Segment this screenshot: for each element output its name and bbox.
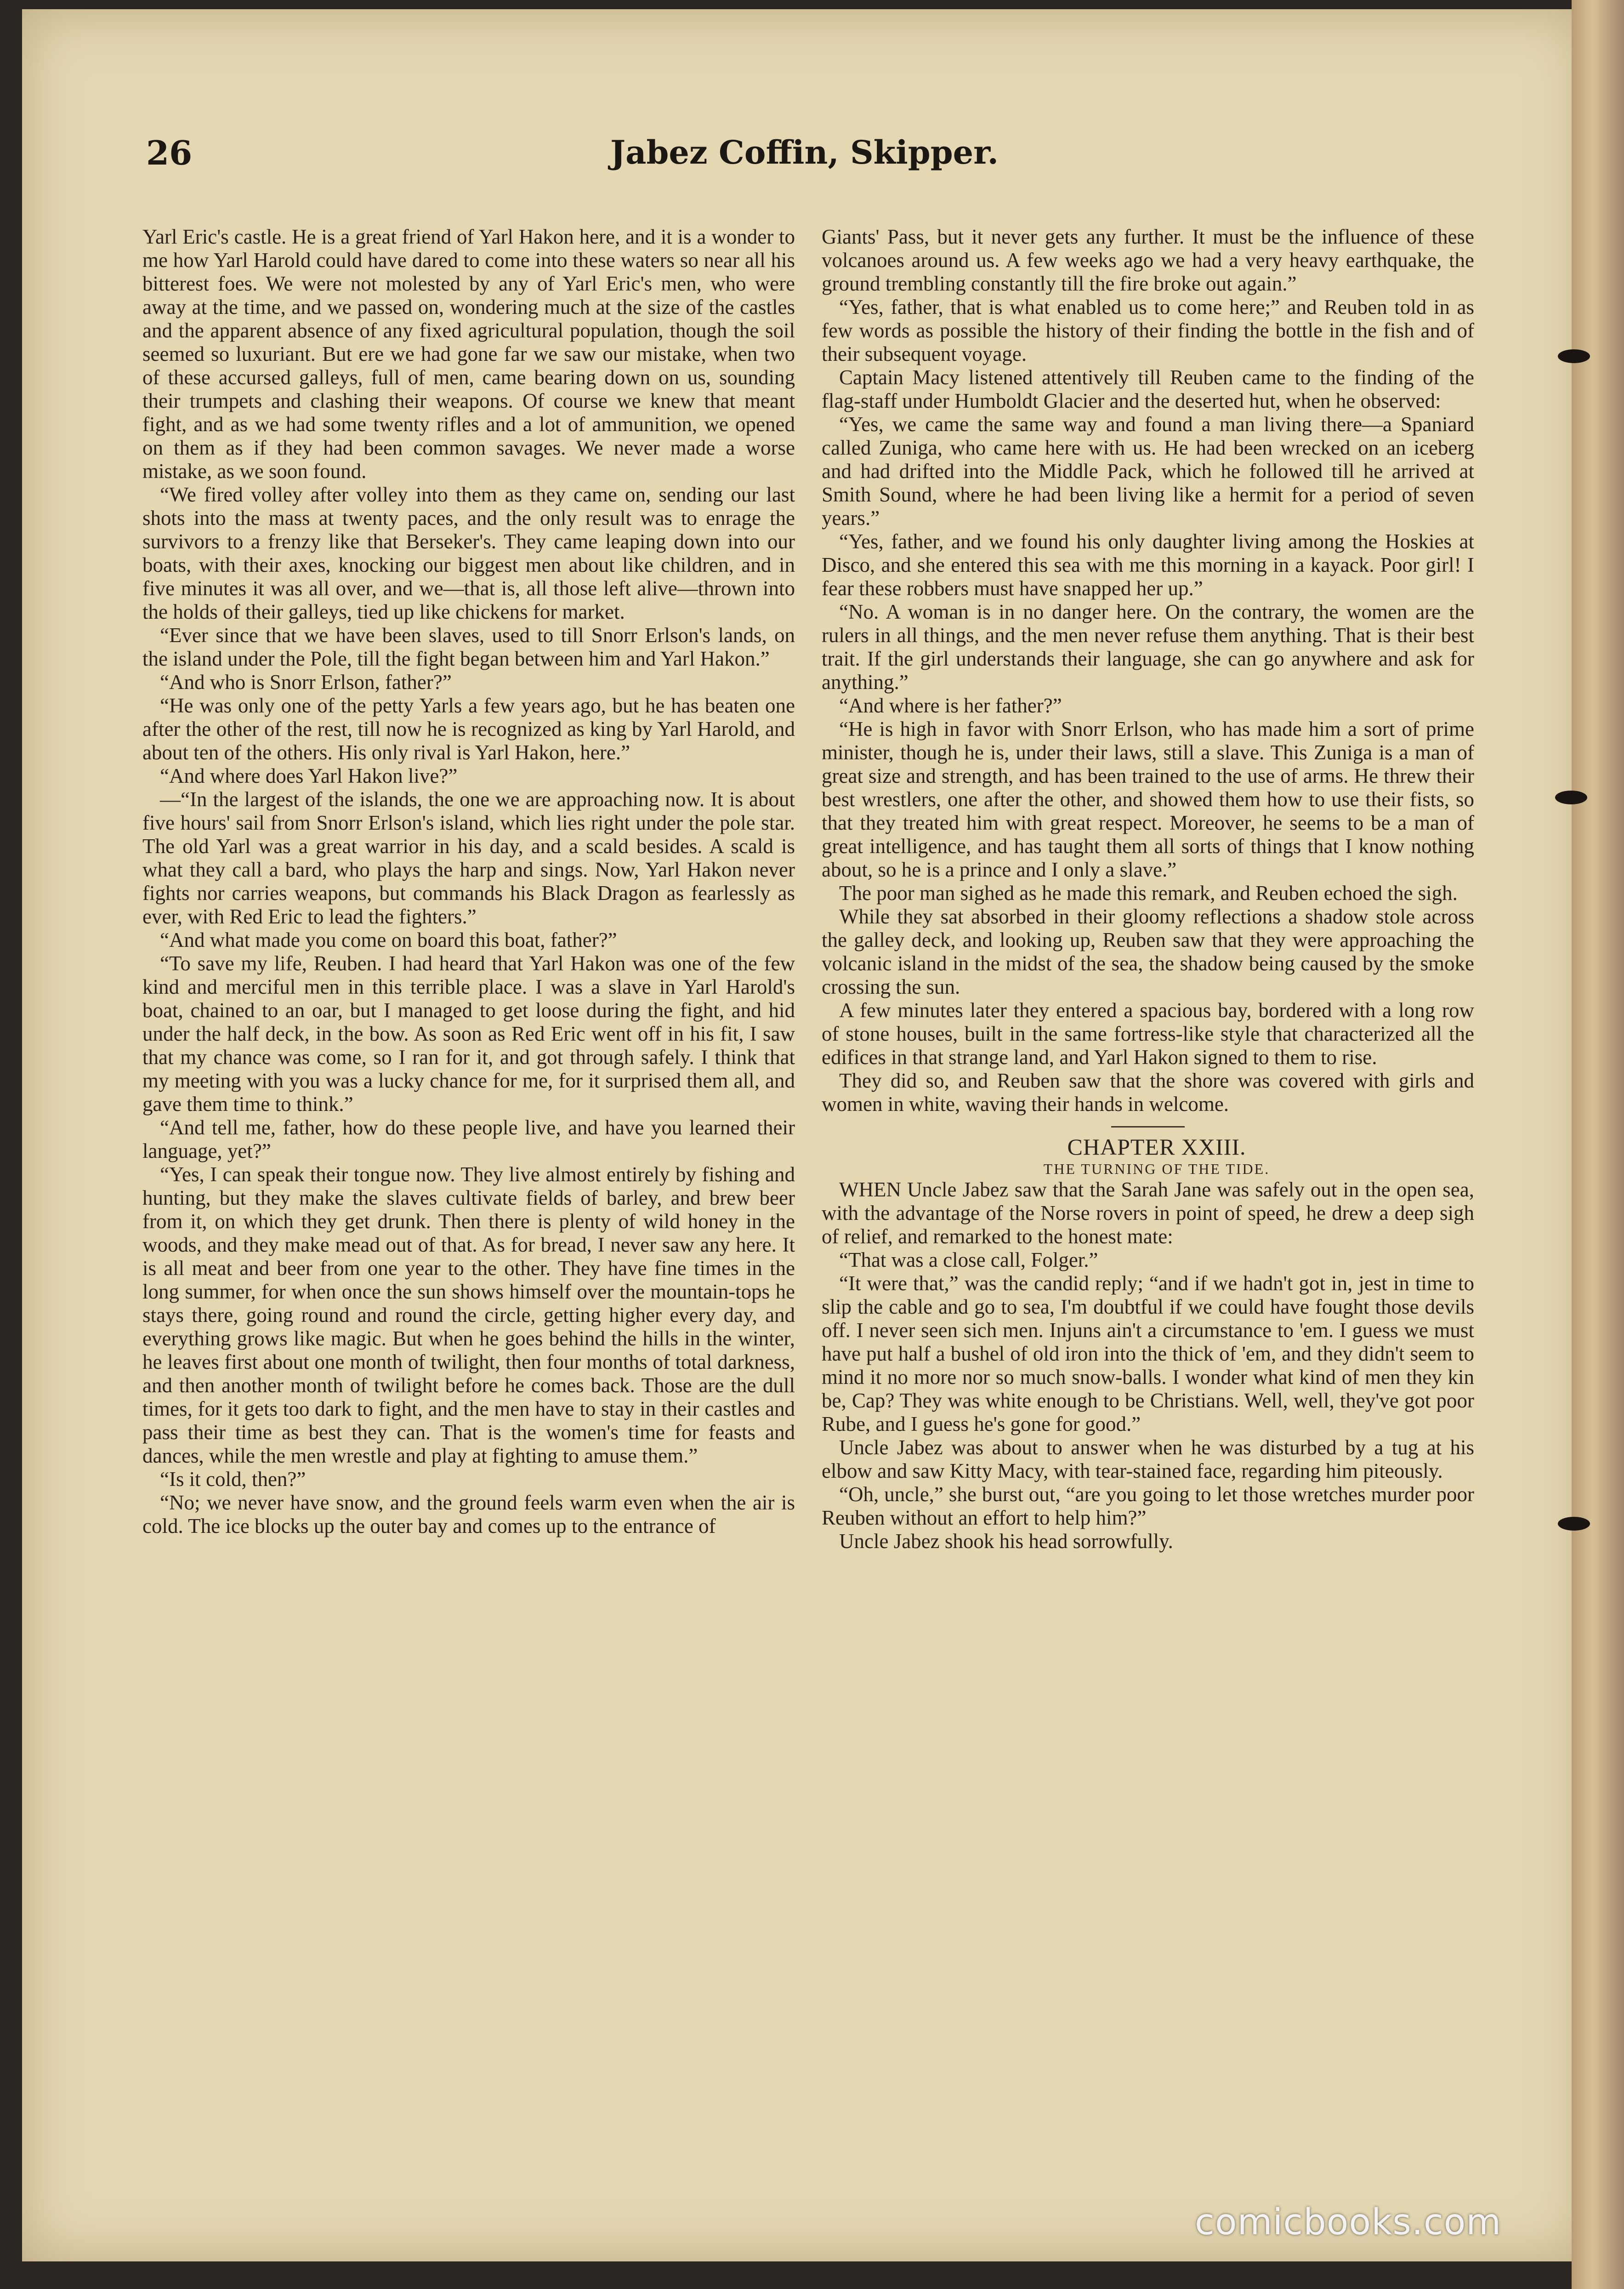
paragraph: “To save my life, Reuben. I had heard that Yarl Hakon was one of the few kind and merciful men in this terrible place. I was a slave in Yarl Harold's boat, chained to an oar, but I managed to get loose during the fight, and hid under the half deck, in the bow. As soon as Red Eric went off in his fit, I saw that my chance was come, so I ran for it, and got through safely. I think that my meeting with you was a lucky chance for me, for it surprised them all, and gave them time to think.” — [142, 952, 795, 1116]
paragraph: They did so, and Reuben saw that the shore was covered with girls and women in white, waving their hands in welcome. — [822, 1069, 1474, 1116]
paragraph: A few minutes later they entered a spacious bay, bordered with a long row of stone houses, built in the same fortress-like style that characterized all the edifices in that strange land, and Yarl Hakon signed to them to rise. — [822, 999, 1474, 1069]
paragraph: Giants' Pass, but it never gets any further. It must be the influence of these volcanoes around us. A few weeks ago we had a very heavy earthquake, the ground trembling constantly till the fire broke out again.” — [822, 225, 1474, 295]
paragraph: “And what made you come on board this boat, father?” — [160, 928, 617, 951]
page-number: 26 — [146, 133, 193, 172]
paragraph: “We fired volley after volley into them as they came on, sending our last shots into the mass at twenty paces, and the only result was to enrage the survivors to a frenzy like that Berseker's. They came leaping down into our boats, with their axes, knocking our biggest men about like children, and in five minutes it was all over, and we—that is, all those left alive—thrown into the holds of their galleys, tied up like chickens for market. — [142, 483, 795, 623]
right-text-column — [822, 225, 1474, 1553]
paragraph: WHEN Uncle Jabez saw that the Sarah Jane was safely out in the open sea, with the advantage of the Norse rovers in point of speed, he drew a deep sigh of relief, and remarked to the honest mate: — [822, 1178, 1474, 1248]
paragraph: “He is high in favor with Snorr Erlson, who has made him a sort of prime minister, though he is, under their laws, still a slave. This Zuniga is a man of great size and strength, and has been trained to the use of arms. He threw their best wrestlers, one after the other, and showed them how to use their fists, so that they treated him with great respect. Moreover, he seems to be a man of great intelligence, and has taught them all sorts of things that I know nothing about, so he is a prince and I only a slave.” — [822, 717, 1474, 881]
paragraph: “And where is her father?” — [839, 694, 1062, 717]
binding-tear-mark — [1555, 791, 1587, 804]
binding-tear-mark — [1558, 1517, 1590, 1531]
running-head-title: Jabez Coffin, Skipper. — [610, 133, 999, 171]
paragraph: “Yes, I can speak their tongue now. They live almost entirely by fishing and hunting, but they make the slaves cultivate fields of barley, and brew beer from it, on which they get drunk. Then there is plenty of wild honey in the woods, and they make mead out of that. As for bread, I never saw any here. It is all meat and beer from one year to the other. They have fine times in the long summer, for when once the sun shows himself over the mountain-tops he stays there, going round and round the circle, getting higher every day, and everything grows like magic. But when he goes behind the hills in the winter, he leaves first about one month of twilight, then four months of total darkness, and then another month of twilight before he comes back. Those are the dull times, for it gets too dark to fight, and the men have to stay in their castles and pass their time as best they can. That is the women's time for feasts and dances, while the men wrestle and play at fighting to amuse them.” — [142, 1163, 795, 1467]
paragraph: Yarl Eric's castle. He is a great friend of Yarl Hakon here, and it is a wonder to me how Yarl Harold could have dared to come into these waters so near all his bitterest foes. We were not molested by any of Yarl Eric's men, who were away at the time, and we passed on, wondering much at the size of the castles and the apparent absence of any fixed agricultural population, though the soil seemed so luxuriant. But ere we had gone far we saw our mistake, when two of these accursed galleys, full of men, came bearing down on us, sounding their trumpets and clashing their weapons. Of course we knew that meant fight, and as we had some twenty rifles and a lot of ammunition, we opened on them as if they had been common savages. We never made a worse mistake, as we soon found. — [142, 225, 795, 483]
paragraph: “Yes, we came the same way and found a man living there—a Spaniard called Zuniga, who came here with us. He had been wrecked on an iceberg and had drifted into the Middle Pack, which he followed till he arrived at Smith Sound, where he had been living like a hermit for a period of seven years.” — [822, 413, 1474, 530]
paragraph: “And who is Snorr Erlson, father?” — [160, 671, 452, 694]
paragraph: “Yes, father, that is what enabled us to come here;” and Reuben told in as few words as possible the history of their finding the bottle in the fish and of their subsequent voyage. — [822, 296, 1474, 365]
paragraph: Uncle Jabez was about to answer when he was disturbed by a tug at his elbow and saw Kitty Macy, with tear-stained face, regarding him piteously. — [822, 1436, 1474, 1482]
paragraph: “No. A woman is in no danger here. On the contrary, the women are the rulers in all things, and the men never refuse them anything. That is their best trait. If the girl understands their language, she can go anywhere and ask for anything.” — [822, 600, 1474, 694]
chapter-heading: CHAPTER XXIII. — [1067, 1134, 1246, 1160]
paragraph: The poor man sighed as he made this remark, and Reuben echoed the sigh. — [839, 882, 1458, 905]
paragraph: “Oh, uncle,” she burst out, “are you going to let those wretches murder poor Reuben without an effort to help him?” — [822, 1483, 1474, 1529]
paragraph: “He was only one of the petty Yarls a few years ago, but he has beaten one after the other of the rest, till now he is recognized as king by Yarl Harold, and about ten of the others. His only rival is Yarl Hakon, here.” — [142, 694, 795, 764]
paragraph: “Yes, father, and we found his only daughter living among the Hoskies at Disco, and she entered this sea with me this morning in a kayack. Poor girl! I fear these robbers must have snapped her up.” — [822, 530, 1474, 600]
chapter-divider-rule — [1111, 1126, 1185, 1127]
chapter-subtitle: THE TURNING OF THE TIDE. — [1043, 1161, 1270, 1177]
book-page — [22, 9, 1587, 2261]
left-text-column — [142, 225, 795, 1538]
paragraph: “That was a close call, Folger.” — [839, 1248, 1098, 1271]
chapter-paragraphs — [822, 1178, 1474, 1553]
paragraph: —“In the largest of the islands, the one we are approaching now. It is about five hours' sail from Snorr Erlson's island, which lies right under the pole star. The old Yarl was a great warrior in his day, and a scald besides. A scald is what they call a bard, who plays the harp and sings. Now, Yarl Hakon never fights nor carries weapons, but commands his Black Dragon as fearlessly as ever, with Red Eric to lead the fighters.” — [142, 788, 795, 928]
right-column-paragraphs — [822, 225, 1474, 1116]
page-binding-edge — [1572, 0, 1624, 2289]
paragraph: “No; we never have snow, and the ground feels warm even when the air is cold. The ice blocks up the outer bay and comes up to the entrance of — [142, 1491, 795, 1537]
paragraph: Uncle Jabez shook his head sorrowfully. — [839, 1530, 1173, 1553]
paragraph: “And tell me, father, how do these people live, and have you learned their language, yet?” — [142, 1116, 795, 1162]
paragraph: “Is it cold, then?” — [160, 1468, 306, 1491]
paragraph: “And where does Yarl Hakon live?” — [160, 764, 458, 787]
paragraph: Captain Macy listened attentively till Reuben came to the finding of the flag-staff under Humboldt Glacier and the deserted hut, when he observed: — [822, 366, 1474, 412]
paragraph: While they sat absorbed in their gloomy reflections a shadow stole across the galley deck, and looking up, Reuben saw that they were approaching the volcanic island in the midst of the sea, the shadow being caused by the smoke crossing the sun. — [822, 905, 1474, 998]
binding-tear-mark — [1558, 349, 1590, 363]
page-header — [22, 133, 1587, 188]
site-watermark: comicbooks.com — [1195, 2202, 1502, 2243]
paragraph: “It were that,” was the candid reply; “and if we hadn't got in, jest in time to slip the cable and go to sea, I'm doubtful if we could have fought those devils off. I never seen sich men. Injuns ain't a circumstance to 'em. I guess we must have put half a bushel of old iron into the thick of 'em, and they didn't seem to mind it no more nor so much snow-balls. I wonder what kind of men they kin be, Cap? They was white enough to be Christians. Well, well, they've got poor Rube, and I guess he's gone for good.” — [822, 1272, 1474, 1435]
paragraph: “Ever since that we have been slaves, used to till Snorr Erlson's lands, on the island under the Pole, till the fight began between him and Yarl Hakon.” — [142, 624, 795, 670]
